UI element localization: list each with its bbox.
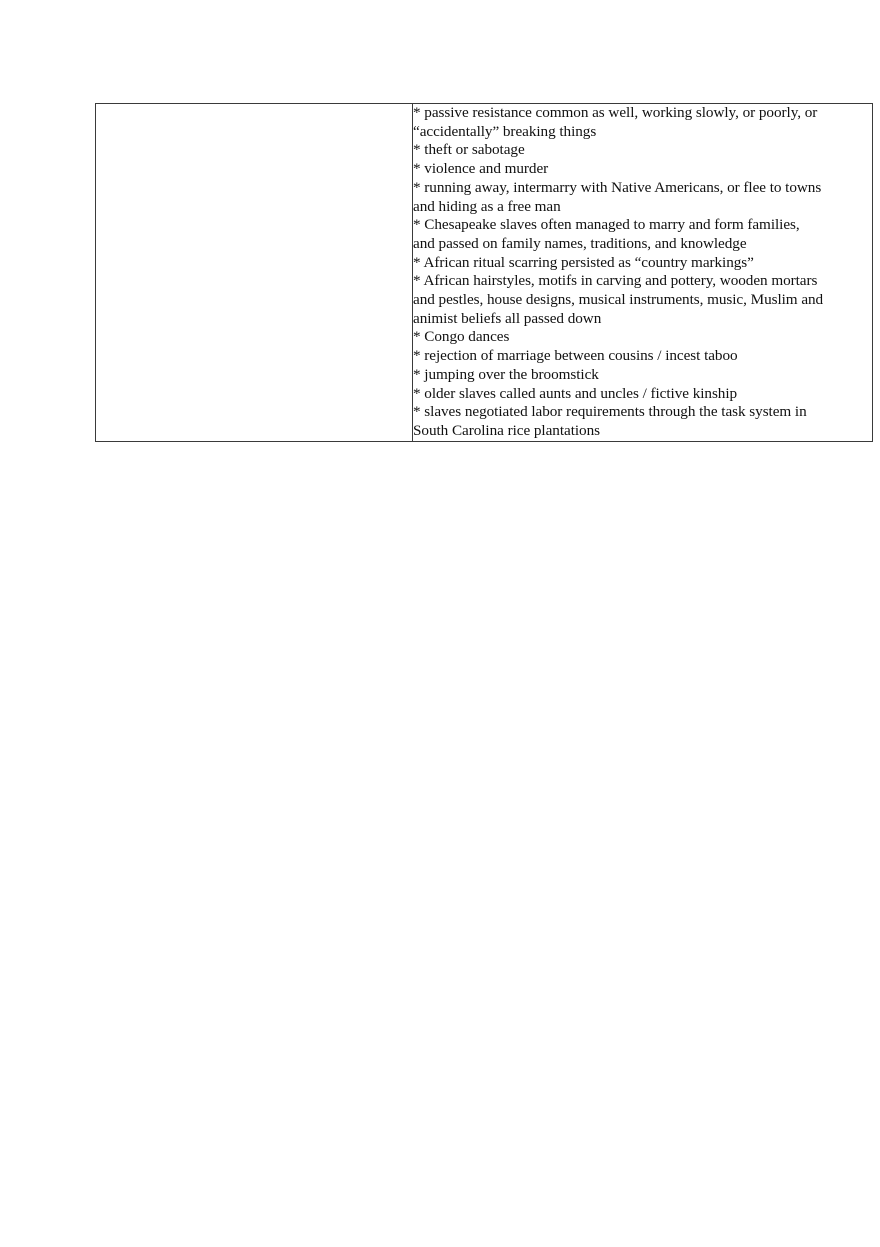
note-line: * African hairstyles, motifs in carving and pottery, wooden mortars: [413, 272, 818, 290]
notes-cell: [413, 104, 873, 442]
note-line: * jumping over the broomstick: [413, 365, 599, 383]
note-line: * rejection of marriage between cousins / incest taboo: [413, 347, 738, 365]
note-line: and passed on family names, traditions, and knowledge: [413, 234, 747, 252]
note-line: * African ritual scarring persisted as “country markings”: [413, 253, 754, 271]
note-line: * passive resistance common as well, working slowly, or poorly, or: [413, 104, 818, 121]
note-line: * theft or sabotage: [413, 141, 525, 159]
notes-table: [95, 103, 873, 442]
empty-left-cell: [96, 104, 413, 442]
note-line: animist beliefs all passed down: [413, 309, 602, 327]
note-line: * running away, intermarry with Native Americans, or flee to towns: [413, 178, 822, 196]
table-row: [96, 104, 873, 442]
note-line: * slaves negotiated labor requirements through the task system in: [413, 403, 807, 421]
note-line: * older slaves called aunts and uncles / fictive kinship: [413, 384, 738, 402]
note-line: * violence and murder: [413, 160, 549, 178]
note-line: * Chesapeake slaves often managed to marry and form families,: [413, 216, 800, 234]
note-line: “accidentally” breaking things: [413, 122, 597, 140]
note-line: * Congo dances: [413, 328, 510, 346]
note-line: South Carolina rice plantations: [413, 421, 600, 439]
note-line: and pestles, house designs, musical instruments, music, Muslim and: [413, 291, 824, 309]
note-line: and hiding as a free man: [413, 197, 561, 215]
